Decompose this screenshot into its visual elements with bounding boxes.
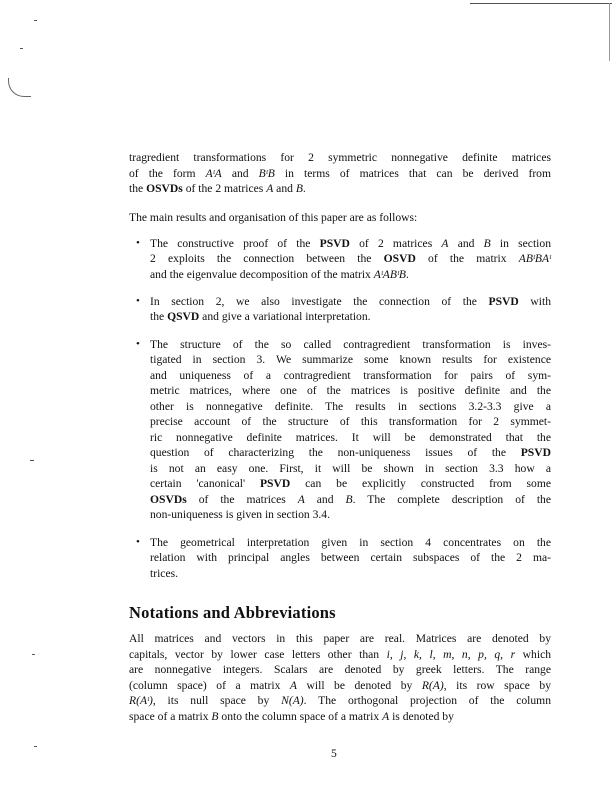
text-line <box>150 268 551 282</box>
text-line <box>150 295 551 309</box>
text-run: space of a matrix <box>129 709 212 723</box>
text-line <box>150 338 551 352</box>
text-line <box>129 694 551 708</box>
bullet-icon: • <box>136 295 140 307</box>
text-line <box>150 384 551 398</box>
math-term: A <box>266 182 274 195</box>
text-run: of the matrices <box>186 492 298 506</box>
scan-mark <box>34 20 37 21</box>
text-run: in section <box>490 237 551 250</box>
text-run: certain 'canonical' <box>150 477 260 491</box>
text-run: can be explicitly constructed from some <box>290 477 551 491</box>
text-line <box>150 415 551 429</box>
text-run: and the eigenvalue decomposition of the matrix <box>150 267 374 281</box>
math-term: R(A) <box>421 678 444 692</box>
scan-curve-mark <box>8 78 31 97</box>
text-run: . <box>406 267 409 281</box>
text-run: The geometrical interpretation given in section 4 concentrates on the <box>150 536 551 549</box>
scan-mark <box>20 48 23 49</box>
math-term: B <box>483 237 491 250</box>
text-run: and <box>221 166 259 180</box>
math-term: AᵗABᵗB <box>373 267 406 281</box>
math-term: R(Aᵗ) <box>129 694 153 707</box>
text-run: . The complete description of the <box>352 492 551 506</box>
math-term: B <box>345 492 353 506</box>
text-line <box>129 167 551 181</box>
text-line <box>129 632 551 646</box>
text-run: the <box>129 182 147 195</box>
text-run: 2 exploits the connection between the <box>150 252 384 266</box>
text-run: ric nonnegative definite matrices. It will be demonstrated that the <box>150 430 551 444</box>
text-line <box>129 211 551 225</box>
text-run: the <box>150 310 168 324</box>
text-line <box>150 508 551 522</box>
scan-mark <box>34 746 37 747</box>
bold-term: OSVDs <box>146 182 183 195</box>
text-run: in terms of matrices that can be derived from <box>274 166 551 180</box>
math-term: AᵗA <box>205 166 222 180</box>
math-term: ABᵗBAᵗ <box>518 252 551 266</box>
text-run: trices. <box>150 566 179 580</box>
section-heading: Notations and Abbreviations <box>129 603 336 622</box>
math-term: B <box>211 709 219 723</box>
page-number: 5 <box>331 747 337 760</box>
text-line <box>129 151 551 165</box>
text-line <box>150 446 551 460</box>
bold-term: PSVD <box>520 446 551 460</box>
text-run: metric matrices, where one of the matrices is positive definite and the <box>150 384 551 398</box>
text-run: with <box>518 295 551 308</box>
text-run: . The orthogonal projection of the column <box>303 694 551 707</box>
text-line <box>150 369 551 383</box>
scan-edge-line <box>609 3 610 61</box>
bullet-icon: • <box>136 536 140 548</box>
text-run: The constructive proof of the <box>150 237 320 250</box>
text-run: of 2 matrices <box>349 237 442 250</box>
math-term: B <box>295 182 303 195</box>
text-line <box>150 551 551 565</box>
text-run: is denoted by <box>389 709 454 723</box>
text-run: of the 2 matrices <box>182 182 267 195</box>
text-line <box>150 431 551 445</box>
math-term: A <box>382 709 390 723</box>
bullet-icon: • <box>136 338 140 350</box>
bold-term: PSVD <box>319 237 350 250</box>
text-line <box>129 648 551 662</box>
text-line <box>129 663 551 677</box>
text-run: will be denoted by <box>296 678 422 692</box>
text-run: non-uniqueness is given in section 3.4. <box>150 507 331 521</box>
text-run: The main results and organisation of this paper are as follows: <box>129 211 418 224</box>
text-run: In section 2, we also investigate the connection of the <box>150 295 489 308</box>
text-run: which <box>515 647 552 661</box>
text-line <box>150 462 551 476</box>
bold-term: OSVDs <box>150 492 187 506</box>
text-run: precise account of the structure of this transformation for 2 symmet- <box>150 415 551 429</box>
bold-term: QSVD <box>167 310 200 324</box>
text-run: are nonnegative integers. Scalars are denoted by greek letters. The range <box>129 663 551 676</box>
text-run: , its row space by <box>443 678 551 692</box>
math-term: A <box>441 237 449 250</box>
text-line <box>150 353 551 367</box>
text-line <box>150 493 551 507</box>
bullet-icon: • <box>136 237 140 249</box>
text-run: tigated in section 3. We summarize some known results for existence <box>150 353 551 367</box>
text-line <box>150 536 551 550</box>
text-run: , its null space by <box>152 694 282 707</box>
math-term: i, j, k, l, m, n, p, q, r <box>386 647 516 661</box>
scan-edge-line <box>470 3 612 4</box>
text-run: and <box>448 237 484 250</box>
text-line <box>150 477 551 491</box>
bold-term: PSVD <box>488 295 519 308</box>
scan-mark <box>30 460 34 461</box>
text-run: of the matrix <box>415 252 519 266</box>
text-run: onto the column space of a matrix <box>218 709 383 723</box>
text-line <box>150 400 551 414</box>
bold-term: OSVD <box>383 252 416 266</box>
text-run: . <box>302 182 306 195</box>
text-run: is not an easy one. First, it will be shown in section 3.3 how a <box>150 461 551 475</box>
text-run: and <box>304 492 346 506</box>
text-run: relation with principal angles between certain subspaces of the 2 ma- <box>150 551 551 565</box>
text-run: and <box>273 182 296 195</box>
text-line <box>129 679 551 693</box>
text-run: and uniqueness of a contragredient transformation for pairs of sym- <box>150 368 551 382</box>
text-line <box>150 310 551 324</box>
text-run: (column space) of a matrix <box>129 678 290 692</box>
text-run: capitals, vector by lower case letters other than <box>129 647 387 661</box>
text-line <box>150 237 551 251</box>
text-run: of the form <box>129 166 206 180</box>
text-line <box>129 710 551 724</box>
text-run: other is nonnegative definite. The results in sections 3.2-3.3 give a <box>150 399 551 413</box>
text-line <box>150 252 551 266</box>
text-run: All matrices and vectors in this paper are real. Matrices are denoted by <box>129 632 551 645</box>
text-run: tragredient transformations for 2 symmetric nonnegative definite matrices <box>129 151 551 164</box>
math-term: BᵗB <box>258 166 275 180</box>
math-term: A <box>289 678 297 692</box>
text-run: and give a variational interpretation. <box>199 310 371 324</box>
bold-term: PSVD <box>259 477 291 491</box>
text-run: The structure of the so called contragredient transformation is inves- <box>150 338 551 351</box>
text-run: question of characterizing the non-uniqueness issues of the <box>150 446 521 460</box>
scan-mark <box>32 654 35 655</box>
math-term: A <box>297 492 305 506</box>
text-line <box>129 182 551 196</box>
math-term: N(A) <box>281 694 304 707</box>
text-line <box>150 567 551 581</box>
